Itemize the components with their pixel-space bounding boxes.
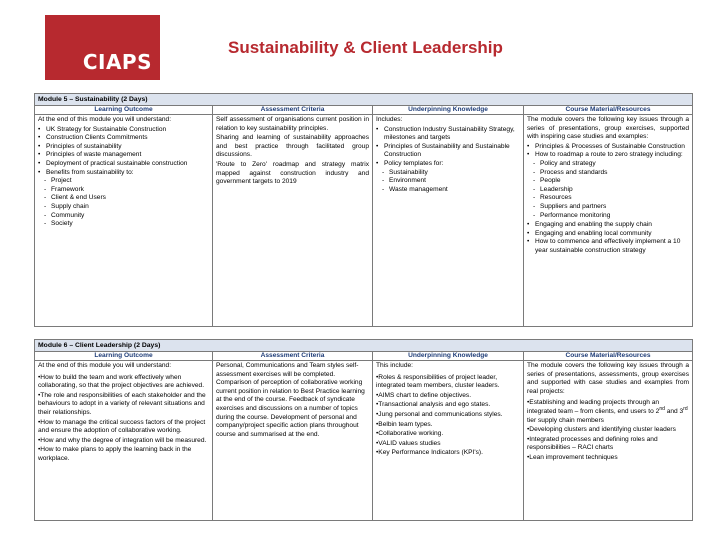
sub-item: - Client & end Users (44, 194, 209, 203)
sub-item: - Waste management (382, 186, 520, 195)
m5-knowledge-cell (373, 115, 524, 327)
m5-assessment-cell (213, 115, 373, 327)
list-item: •Roles & responsibilities of project leader, integrated team members, cluster leaders. (376, 373, 500, 390)
sub-item: - Performance monitoring (533, 212, 689, 221)
m5-assessment-para: Self assessment of organisations current position in relation to key sustainability principles. (216, 116, 369, 132)
list-item: • Engaging and enabling local community (527, 230, 689, 239)
list-item: • Construction Clients Commitments (38, 134, 209, 143)
list-item: •Jung personal and communications styles. (376, 410, 503, 418)
module-5-title: Module 5 – Sustainability (2 Days) (35, 94, 693, 106)
col-learning-outcome: Learning Outcome (35, 106, 213, 115)
list-item: •Collaborative working. (376, 430, 444, 438)
sub-item: - Community (44, 212, 209, 221)
sub-item: - Framework (44, 186, 209, 195)
item-text: and 3 (664, 407, 684, 415)
module-6-title: Module 6 – Client Leadership (2 Days) (35, 340, 693, 352)
list-item: • Policy templates for: (376, 160, 520, 169)
m6-course-intro: The module covers the following key issues through a series of presentations, assessments, group exercises and supported with case studies and examples from real projects: (527, 362, 689, 395)
m6-assessment-cell (213, 361, 373, 521)
sub-item: - Leadership (533, 186, 689, 195)
sub-item: - Suppliers and partners (533, 203, 689, 212)
logo-text: CIAPS (82, 50, 152, 74)
sub-item: - People (533, 177, 689, 186)
sub-item: - Project (44, 177, 209, 186)
list-item: • Principles of Sustainability and Sustainable Construction (376, 143, 520, 160)
col-course-material: Course Material/Resources (524, 106, 693, 115)
list-item: • Principles & Processes of Sustainable Construction (527, 143, 689, 152)
m5-learning-intro: At the end of this module you will understand: (38, 116, 172, 123)
m6-course-cell (524, 361, 693, 521)
list-item: •Developing clusters and identifying cluster leaders (527, 426, 676, 434)
list-item: • How to roadmap a route to zero strategy including: (527, 151, 689, 160)
list-item: • How to commence and effectively implement a 10 year sustainable construction strategy (527, 238, 689, 255)
sub-item: - Society (44, 220, 209, 229)
m6-assessment-text: Personal, Communications and Team styles self-assessment exercises will be completed. Comparison of perception of collaborative working current position in relation to Best Practice learning at the end of the course. Feedback of syndicate exercises and discussions on a number of topics during the course. Development of personal and company/project specific action plans throughout course and summarised at the end. (216, 362, 365, 438)
list-item: • Engaging and enabling the supply chain (527, 221, 689, 230)
list-item: •The role and responsibilities of each stakeholder and the behaviours to adopt in a variety of relevant situations and their relationships. (38, 391, 206, 416)
list-item: •How to manage the critical success factors of the project and ensure the adoption of collaborative working. (38, 418, 206, 435)
m5-learning-cell (35, 115, 213, 327)
m5-assessment-para: Sharing and learning of sustainability approaches and best practice through facilitated group discussions. (216, 134, 369, 159)
list-item: • Construction Industry Sustainability Strategy, milestones and targets (376, 126, 520, 143)
list-item: •Key Performance Indicators (KPI's). (376, 449, 483, 457)
sub-item: - Environment (382, 177, 520, 186)
list-item: •VALID values studies (376, 439, 441, 447)
sub-item: - Resources (533, 194, 689, 203)
list-item: •Transactional analysis and ego states. (376, 401, 491, 409)
list-item: • Benefits from sustainability to: (38, 169, 209, 178)
module-5-table (34, 93, 693, 327)
m5-course-intro: The module covers the following key issues through a series of presentations, group exercises, supported with inspiring case studies and examples: (527, 116, 690, 141)
list-item: •Integrated processes and defining roles and responsibilities – RACI charts (527, 435, 658, 452)
m6-learning-cell (35, 361, 213, 521)
sub-item: - Sustainability (382, 169, 520, 178)
list-item: •Lean improvement techniques (527, 453, 618, 461)
col-underpinning-knowledge: Underpinning Knowledge (373, 352, 524, 361)
sub-item: - Supply chain (44, 203, 209, 212)
list-item: •AIMS chart to define objectives. (376, 391, 472, 399)
ciaps-logo (45, 15, 160, 80)
page-title: Sustainability & Client Leadership (228, 38, 503, 57)
col-assessment-criteria: Assessment Criteria (213, 352, 373, 361)
m6-learning-intro: At the end of this module you will understand: (38, 362, 172, 369)
col-course-material: Course Material/Resources (524, 352, 693, 361)
col-learning-outcome: Learning Outcome (35, 352, 213, 361)
list-item: • Principles of sustainability (38, 143, 209, 152)
m5-course-cell (524, 115, 693, 327)
m5-knowledge-intro: Includes: (376, 116, 403, 123)
m6-knowledge-cell (373, 361, 524, 521)
col-underpinning-knowledge: Underpinning Knowledge (373, 106, 524, 115)
superscript: nd (659, 405, 665, 412)
list-item: • Deployment of practical sustainable construction (38, 160, 209, 169)
item-text: tier supply chain members (527, 416, 604, 424)
superscript: rd (683, 405, 688, 412)
module-6-table (34, 339, 693, 521)
m5-assessment-para: 'Route to Zero' roadmap and strategy matrix mapped against construction industry and government targets to 2019 (216, 160, 369, 186)
list-item: •Belbin team types. (376, 420, 433, 428)
list-item (527, 399, 689, 425)
m6-knowledge-intro: This include: (376, 362, 414, 369)
sub-item: - Process and standards (533, 169, 689, 178)
list-item: • UK Strategy for Sustainable Construction (38, 126, 209, 135)
list-item: •How to build the team and work effectively when collaborating, so that the project objectives are achieved. (38, 373, 205, 390)
sub-item: - Policy and strategy (533, 160, 689, 169)
list-item: •How to make plans to apply the learning back in the workplace. (38, 446, 192, 462)
item-text: •Establishing and leading projects through an integrated team – from clients, end users to 2 (527, 399, 660, 415)
list-item: •How and why the degree of integration will be measured. (38, 436, 207, 444)
list-item: • Principles of waste management (38, 151, 209, 160)
col-assessment-criteria: Assessment Criteria (213, 106, 373, 115)
